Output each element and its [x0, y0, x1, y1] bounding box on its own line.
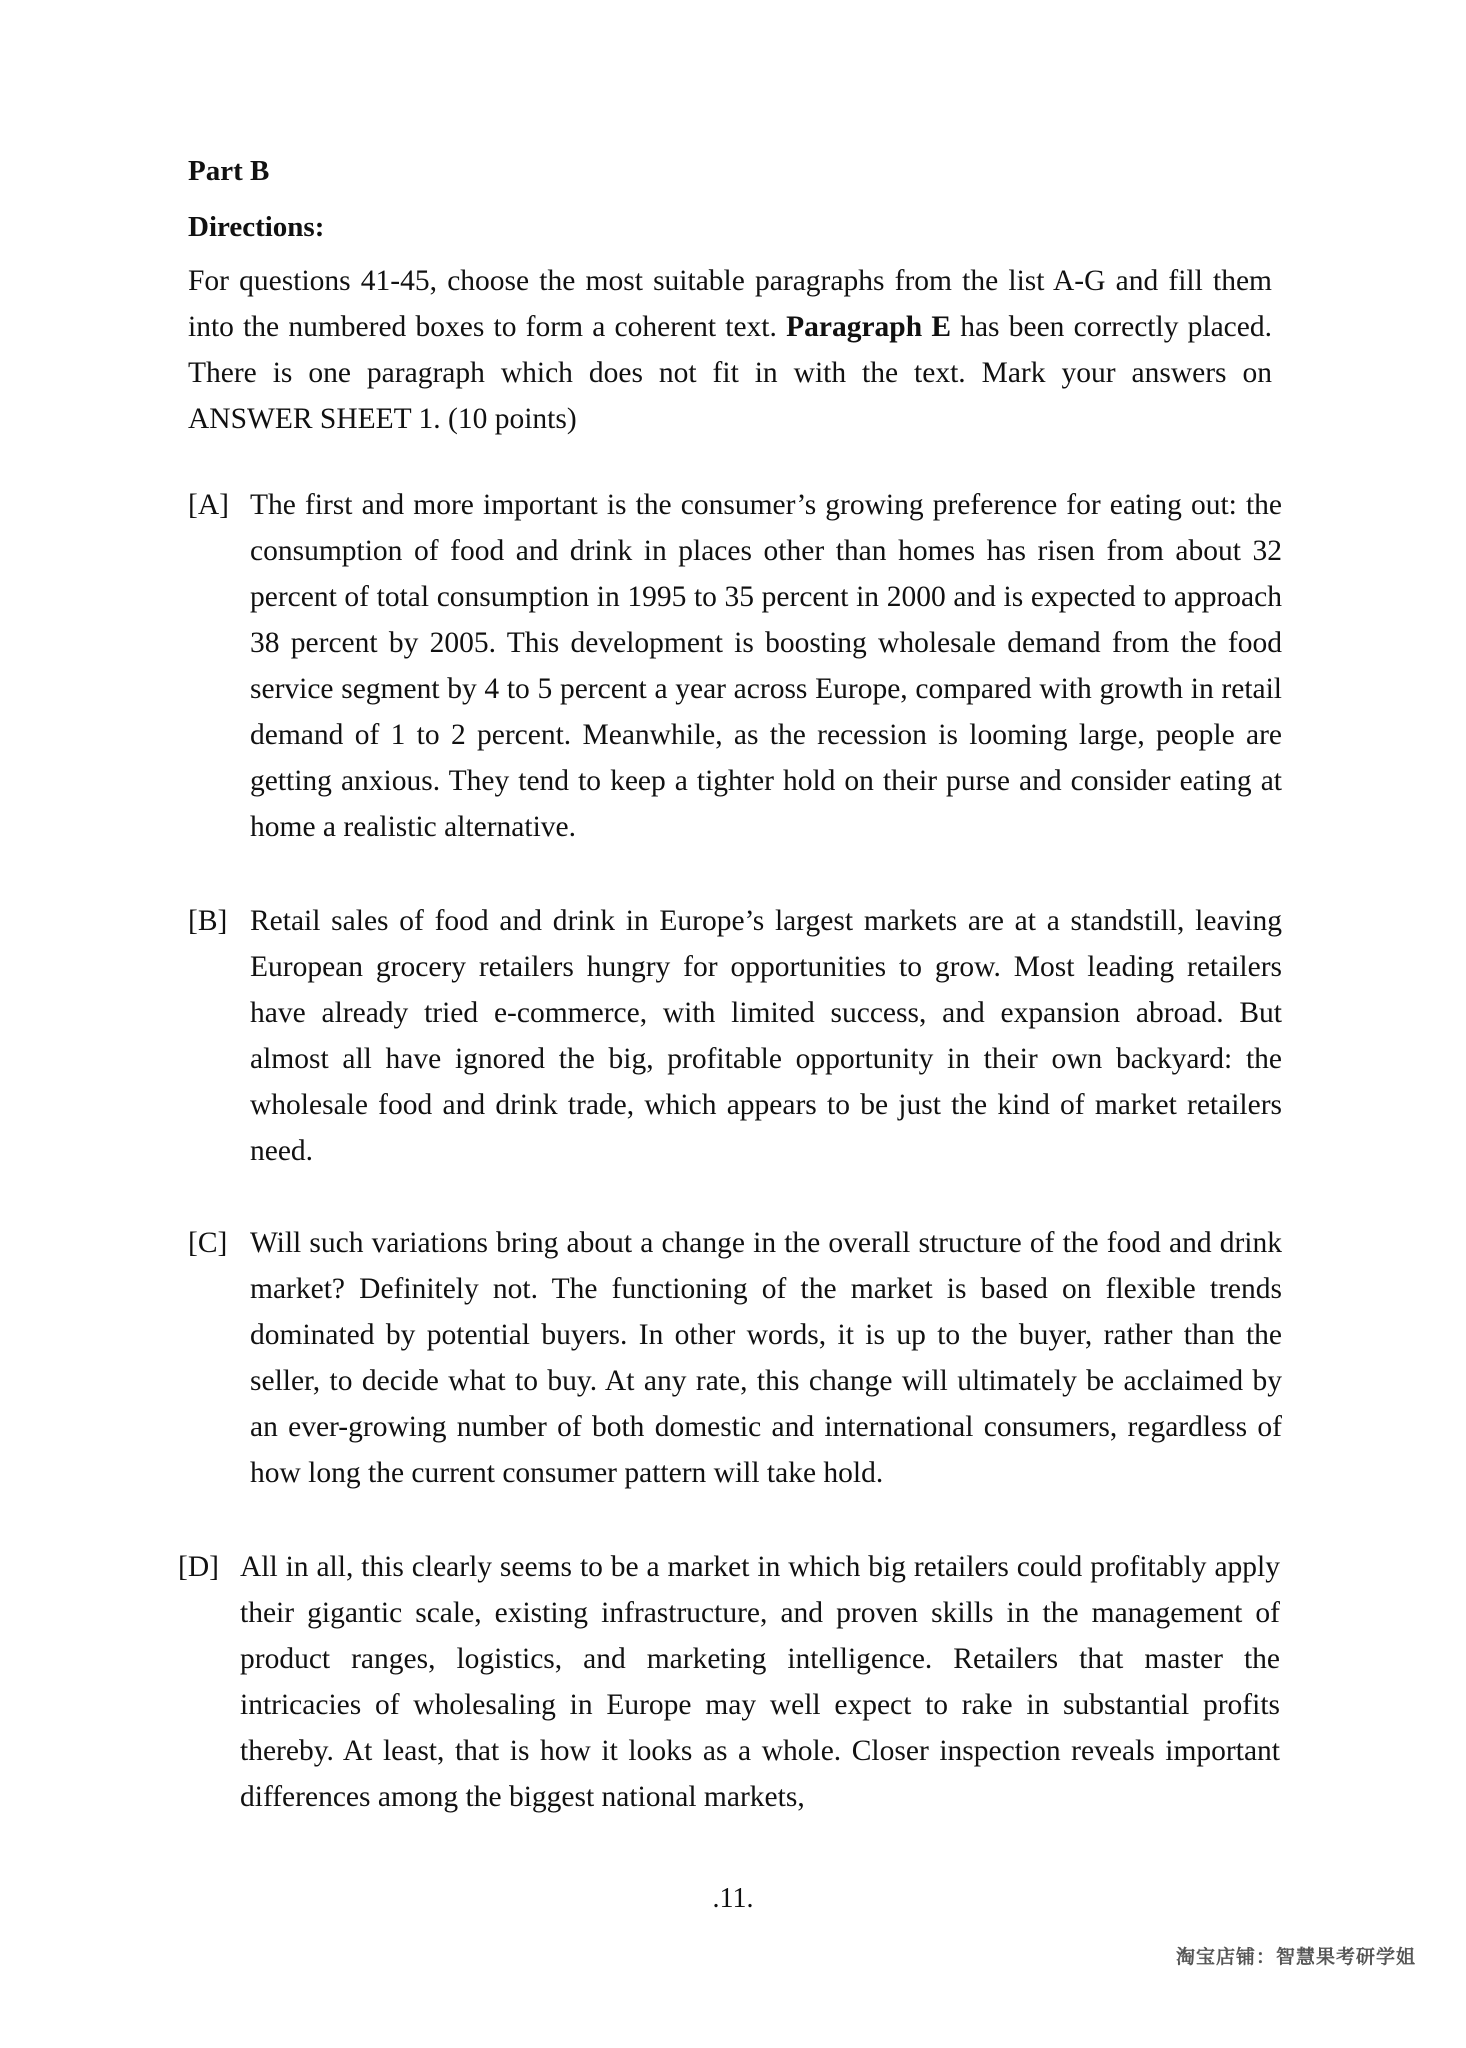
directions-bold-paragraph-e: Paragraph E — [786, 311, 951, 343]
shop-watermark: 淘宝店铺：智慧果考研学姐 — [1175, 1946, 1416, 1968]
directions-text — [188, 258, 1272, 442]
option-c-text: Will such variations bring about a change in the overall structure of the food and drink market? Definitely not. The functioning of the market is based on flexible trends dominated by potential buyers. In other words, it is up to the buyer, rather than the seller, to decide what to buy. At any rate, this change will ultimately be acclaimed by an ever-growing number of both domestic and international consumers, regardless of how long the current consumer pattern will take hold. — [250, 1227, 1282, 1489]
option-d-text: All in all, this clearly seems to be a market in which big retailers could profitably apply their gigantic scale, existing infrastructure, and proven skills in the management of product ranges, logistics, and marketing intelligence. Retailers that master the intricacies of wholesaling in Europe may well expect to rake in substantial profits thereby. At least, that is how it looks as a whole. Closer inspection reveals important differences among the biggest national markets, — [240, 1551, 1280, 1813]
directions-text-start: For questions 41-45, choose the most suitable paragraphs from the list A-G and fill them into the numbered boxes to form a coherent text. — [188, 265, 1272, 343]
option-c-label: [C] — [188, 1227, 228, 1259]
directions-text-end: has been correctly placed. There is one paragraph which does not fit in with the text. Mark your answers on ANSWER SHEET 1. (10 points) — [188, 311, 1272, 435]
option-d-label: [D] — [178, 1551, 219, 1583]
page-number: .11. — [712, 1883, 754, 1914]
option-b-label: [B] — [188, 905, 228, 937]
option-a-text: The first and more important is the consumer’s growing preference for eating out: the consumption of food and drink in places other than homes has risen from about 32 percent of total consumption in 1995 to 35 percent in 2000 and is expected to approach 38 percent by 2005. This development is boosting wholesale demand from the food service segment by 4 to 5 percent a year across Europe, compared with growth in retail demand of 1 to 2 percent. Meanwhile, as the recession is looming large, people are getting anxious. They tend to keep a tighter hold on their purse and consider eating at home a realistic alternative. — [250, 489, 1282, 843]
option-a-label: [A] — [188, 489, 229, 521]
directions-title: Directions: — [188, 211, 325, 243]
option-b-text: Retail sales of food and drink in Europe’s largest markets are at a standstill, leaving European grocery retailers hungry for opportunities to grow. Most leading retailers have already tried e-commerce, with limited success, and expansion abroad. But almost all have ignored the big, profitable opportunity in their own backyard: the wholesale food and drink trade, which appears to be just the kind of market retailers need. — [250, 905, 1282, 1167]
part-title: Part B — [188, 155, 270, 187]
